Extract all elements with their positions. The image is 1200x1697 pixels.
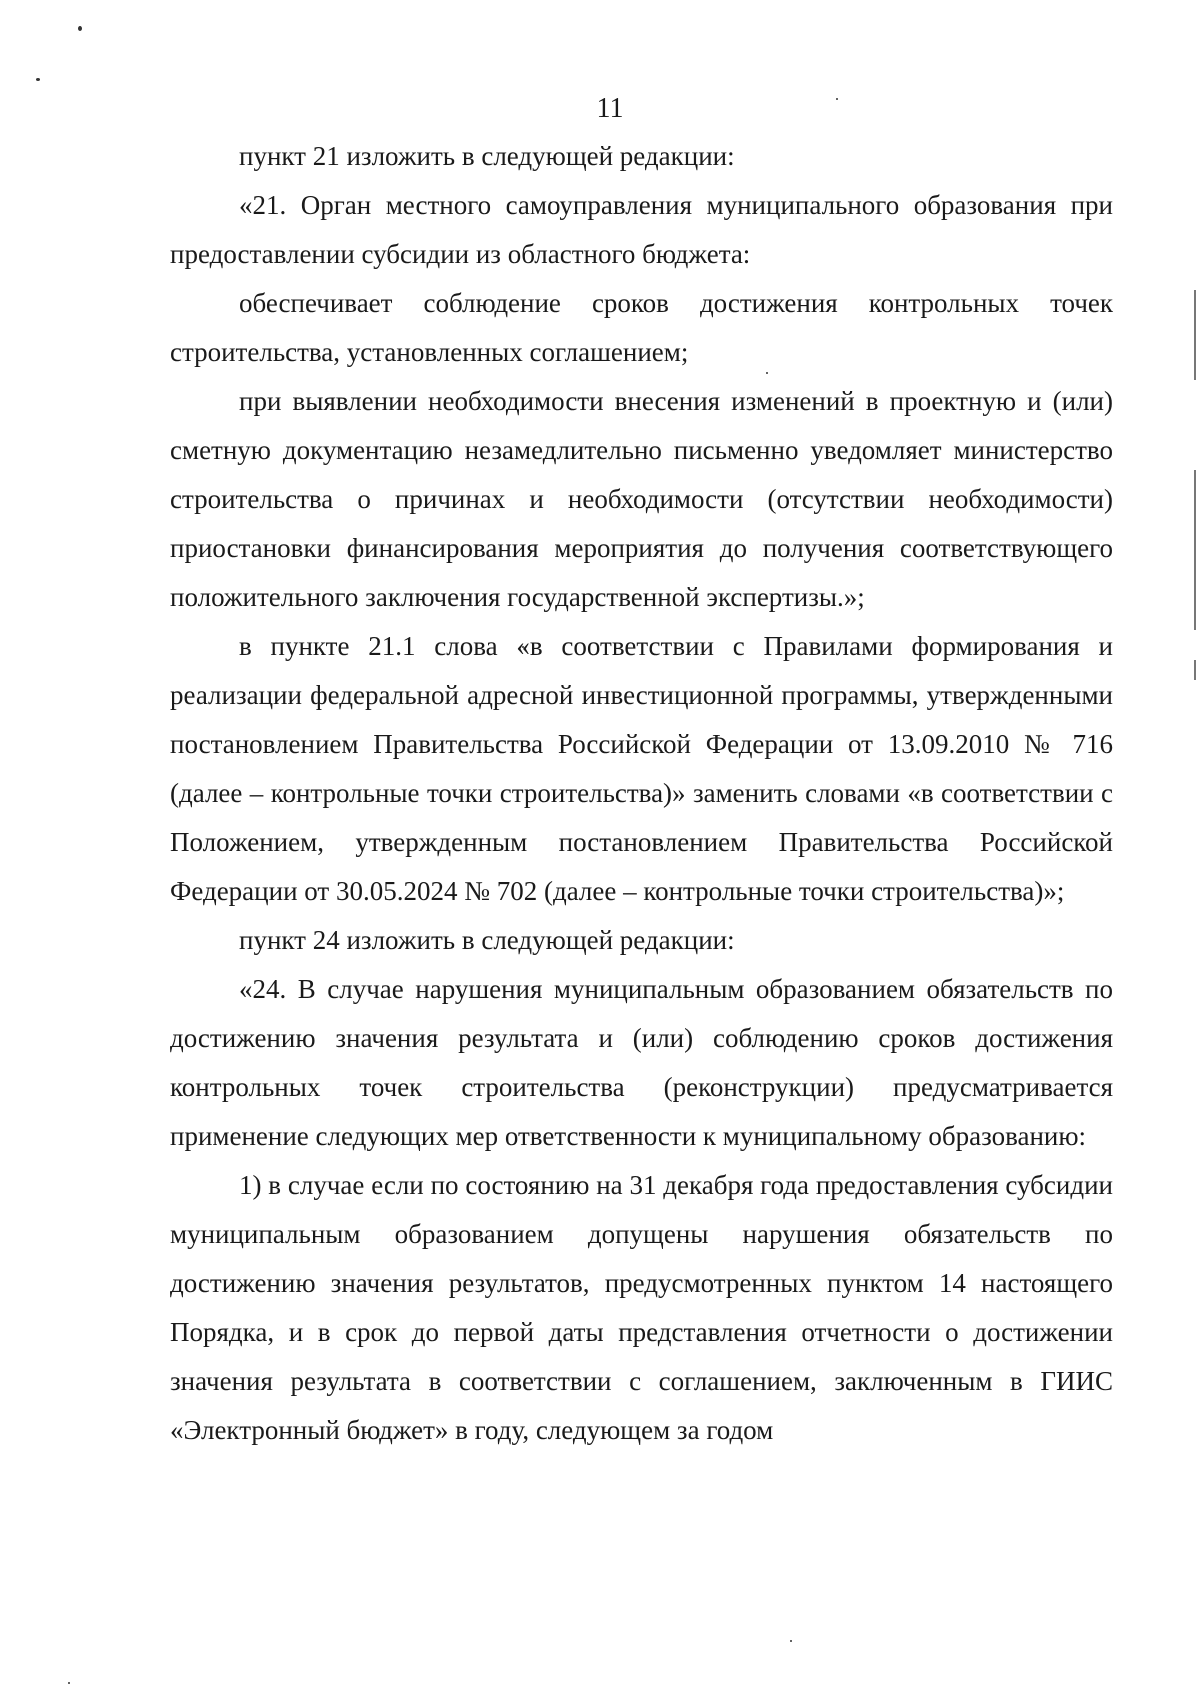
paragraph-item-21-text: «21. Орган местного самоуправления муниципального образования при предоставлении субсидии из областного бюджета: [170,190,1113,269]
paragraph-control-points: обеспечивает соблюдение сроков достижения контрольных точек строительства, установленных соглашением; [170,288,1113,367]
paragraph-item-24-intro: пункт 24 изложить в следующей редакции: [239,925,735,955]
paragraph-item-21-1: в пункте 21.1 слова «в соответствии с Правилами формирования и реализации федеральной адресной инвестиционной программы, утвержденными постановлением Правительства Российской Федерации от 13.09.2010 № 716 (далее – контрольные точки строительства)» заменить словами «в соответствии с Положением, утвержденным постановлением Правительства Российской Федерации от 30.05.2024 № 702 (далее – контрольные точки строительства)»; [170,631,1113,906]
paragraph-item-21-intro: пункт 21 изложить в следующей редакции: [239,141,735,171]
page-number: 11 [596,93,624,124]
scan-edge-mark [1194,470,1196,630]
scan-edge-mark [1194,660,1196,680]
paragraph-item-24-subitem-1: 1) в случае если по состоянию на 31 декабря года предоставления субсидии муниципальным образованием допущены нарушения обязательств по достижению значения результатов, предусмотренных пунктом 14 настоящего Порядка, и в срок до первой даты представления отчетности о достижении значения результата в соответствии с соглашением, заключенным в ГИИС «Электронный бюджет» в году, следующем за годом [170,1170,1113,1445]
scan-speck [78,26,82,31]
document-body [170,132,1113,1455]
scan-speck [68,1682,70,1684]
scan-speck [836,98,838,100]
paragraph-item-24-text: «24. В случае нарушения муниципальным образованием обязательств по достижению значения результата и (или) соблюдению сроков достижения контрольных точек строительства (реконструкции) предусматривается применение следующих мер ответственности к муниципальному образованию: [170,974,1113,1151]
paragraph-design-changes: при выявлении необходимости внесения изменений в проектную и (или) сметную документацию незамедлительно письменно уведомляет министерство строительства о причинах и необходимости (отсутствии необходимости) приостановки финансирования мероприятия до получения соответствующего положительного заключения государственной экспертизы.»; [170,386,1113,612]
scan-speck [36,78,40,81]
scan-edge-mark [1194,290,1196,380]
scan-speck [790,1640,792,1642]
